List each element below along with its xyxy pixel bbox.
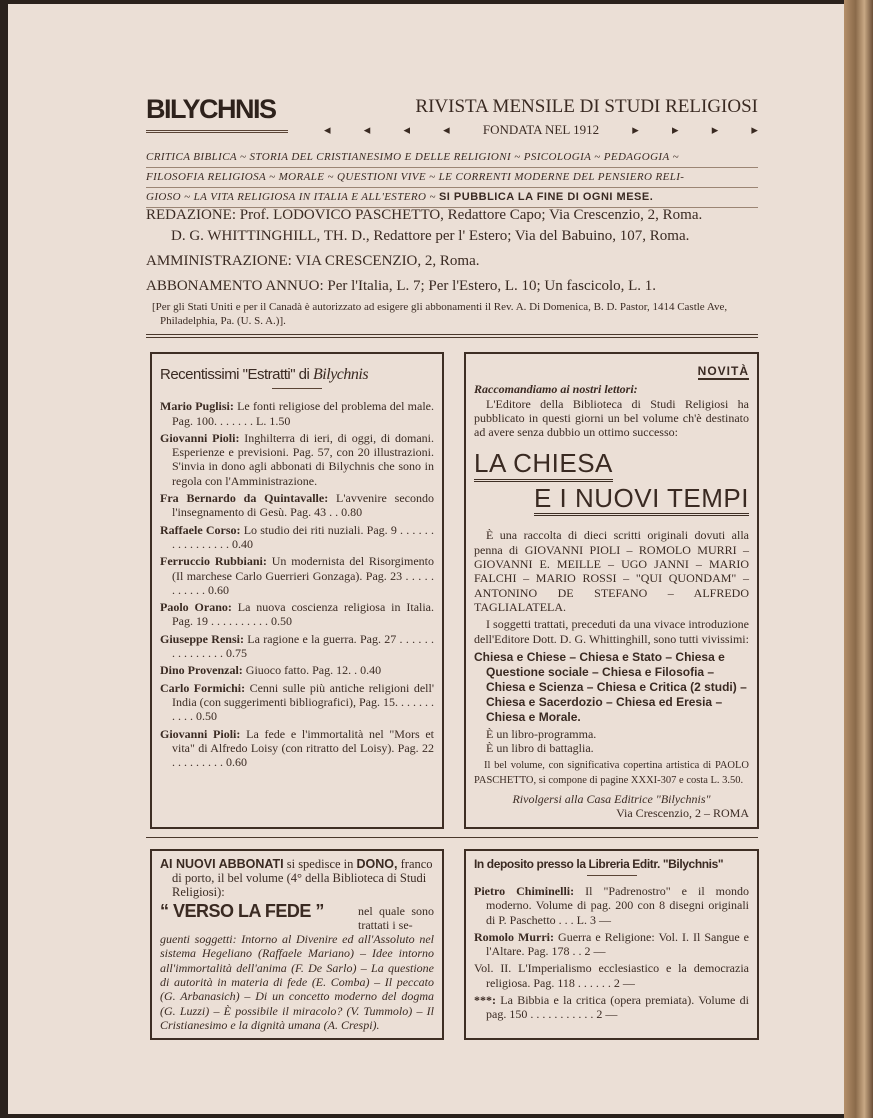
founded-line: ◂ ◂ ◂ ◂ FONDATA NEL 1912 ▸ ▸ ▸ ▸ <box>324 122 758 137</box>
entry-price: 0.60 <box>226 755 247 770</box>
entry-price: 0.50 <box>196 709 217 724</box>
entry-text: Il "Padrenostro" e il mondo moderno. Volume di pag. 200 con 8 disegni originali di P. Paschetto . . . L. <box>486 883 750 927</box>
subtitle: RIVISTA MENSILE DI STUDI RELIGIOSI <box>415 96 758 117</box>
list-item <box>160 491 434 520</box>
brand-rule <box>146 130 288 133</box>
book-title-2: E I NUOVI TEMPI <box>474 482 749 514</box>
entry-author: Pietro Chiminelli: <box>474 883 575 898</box>
novita-address: Via Crescenzio, 2 – ROMA <box>616 806 749 821</box>
entry-price: 0.50 <box>271 614 292 629</box>
entry-author: Ferruccio Rubbiani: <box>160 554 267 569</box>
list-item <box>160 632 434 661</box>
novita-lead: Raccomandiamo ai nostri lettori: <box>474 382 638 397</box>
amministrazione: AMMINISTRAZIONE: VIA CRESCENZIO, 2, Roma. <box>146 253 480 269</box>
entry-text: Giuoco fatto. Pag. 12. . <box>245 663 358 678</box>
masthead <box>146 92 758 202</box>
entry-text: Le fonti religiose del problema del male. Pag. 100. . . . . . . L. <box>172 399 434 428</box>
novita-contact: Rivolgersi alla Casa Editrice "Bilychnis" <box>512 792 711 807</box>
deposito-box <box>464 849 759 1041</box>
entry-author: Mario Puglisi: <box>160 399 234 414</box>
novita-topics: Chiesa e Chiese – Chiesa e Stato – Chiesa e Questione sociale – Chiesa e Filosofia – Chiesa e Scienza – Chiesa e Critica (2 studi) – Chiesa e Sacerdozio – Chiesa ed Eresia – Chiesa e Morale. <box>474 649 747 724</box>
dono-body: guenti soggetti: Intorno al Divenire ed all'Assoluto nel sistema Hegeliano (Raffaele Mariano) – Idee intorno all'immortalità dell'anima (F. De Sarlo) – La questione di autorità in materia di fede (E. Comba) – Il peccato (G. Arbanasich) – Di un concetto moderno del dogma (G. Luzzi) – È possibile il miracolo? (V. Tummolo) – Il Cristianesimo e la dignità umana (A. Crespi). <box>160 932 434 1032</box>
novita-box <box>464 352 759 829</box>
entry-price: 0.40 <box>232 536 253 551</box>
entry-price: 2 — <box>584 944 606 959</box>
novita-line: È un libro-programma. <box>486 726 597 741</box>
entry-text: Inghilterra di ieri, di oggi, di domani. Esperienze e previsioni. Pag. 57, con 20 illustrazioni. S'invia in dono agli abbonati di Bilychnis che sono in regola con l'Amministrazione. <box>172 430 435 488</box>
editorial-info <box>146 205 758 328</box>
entry-text: Un modernista del Risorgimento (Il marchese Carlo Guerrieri Gonzaga). Pag. 23 . . . . . . . . . . . <box>172 554 435 597</box>
founded-text: FONDATA NEL 1912 <box>482 122 600 137</box>
entry-author: Giovanni Pioli: <box>160 430 240 445</box>
ornament <box>272 388 322 389</box>
topics-line: GIOSO ~ LA VITA RELIGIOSA IN ITALIA E ALL'ESTERO ~ SI PUBBLICA LA FINE DI OGNI MESE. <box>146 188 758 208</box>
book-title-1: LA CHIESA <box>474 447 613 482</box>
list-item <box>474 993 749 1022</box>
ornament <box>587 875 637 876</box>
topics-line: CRITICA BIBLICA ~ STORIA DEL CRISTIANESIMO E DELLE RELIGIONI ~ PSICOLOGIA ~ PEDAGOGIA ~ <box>146 148 758 168</box>
list-item <box>160 663 434 677</box>
list-item <box>160 399 434 428</box>
entry-text: Vol. II. L'Imperialismo ecclesiastico e la democrazia religiosa. Pag. 118 . . . . . . <box>474 961 749 990</box>
novita-details: Il bel volume, con significativa copertina artistica di PAOLO PASCHETTO, si compone di pagine XXXI-307 e costa L. 3.50. <box>474 760 749 786</box>
brand-title: BILYCHNIS <box>146 94 276 124</box>
entry-price: 0.60 <box>208 582 229 597</box>
deposito-title: In deposito presso la Libreria Editr. "Bilychnis" <box>474 856 724 871</box>
entry-price: 0.75 <box>226 646 247 661</box>
entry-author: Giuseppe Rensi: <box>160 631 244 646</box>
entry-author: Fra Bernardo da Quintavalle: <box>160 491 329 506</box>
entry-text: La nuova coscienza religiosa in Italia. Pag. 19 . . . . . . . . . . <box>172 600 435 629</box>
entry-author: Paolo Orano: <box>160 600 232 615</box>
topics-line: FILOSOFIA RELIGIOSA ~ MORALE ~ QUESTIONI VIVE ~ LE CORRENTI MODERNE DEL PENSIERO RELI- <box>146 168 758 188</box>
dono-box <box>150 849 444 1041</box>
publish-note: SI PUBBLICA LA FINE DI OGNI MESE. <box>438 191 654 203</box>
list-item <box>474 884 749 927</box>
list-item <box>160 727 434 770</box>
entry-text: L'avvenire secondo l'insegnamento di Gesù. Pag. 43 . . <box>172 491 434 520</box>
entry-author: Romolo Murri: <box>474 929 554 944</box>
dono-side-text: nel quale sono trattati i se- <box>358 903 434 932</box>
page-edge <box>844 0 873 1118</box>
entry-author: ***: <box>474 993 496 1008</box>
page-body <box>146 205 758 1040</box>
entry-text: La Bibbia e la critica (opera premiata). Volume di pag. 150 . . . . . . . . . . . <box>486 993 749 1022</box>
entry-price: 2 — <box>596 1007 618 1022</box>
estratti-title: Recentissimi "Estratti" di Bilychnis <box>160 366 369 383</box>
entry-author: Giovanni Pioli: <box>160 726 241 741</box>
novita-intro: L'Editore della Biblioteca di Studi Religiosi ha pubblicato in questi giorni un bel volume ch'è destinato ad avere senza dubbio un ottimo successo: <box>474 396 749 440</box>
entry-text: Cenni sulle più antiche religioni dell' India (con suggerimenti bibliografici), Pag. 15. . . . . . . . . . . <box>172 680 435 724</box>
novita-subjects: I soggetti trattati, preceduti da una vivace introduzione dell'Editore Dott. D. G. Whittinghill, sono tutti vivissimi: <box>474 617 749 646</box>
topics <box>146 148 758 208</box>
entry-price: 1.50 <box>269 413 291 428</box>
list-item <box>160 431 434 488</box>
divider <box>146 837 758 840</box>
entry-text: Lo studio dei riti nuziali. Pag. 9 . . . . . . . . . . . . . . . . <box>172 522 435 551</box>
dono-book-title: “ VERSO LA FEDE ” <box>160 900 324 921</box>
entry-price: 0.80 <box>341 505 363 520</box>
list-item <box>160 600 434 629</box>
entry-author: Carlo Formichi: <box>160 680 246 695</box>
entry-text: Guerra e Religione: Vol. I. Il Sangue e l'Altare. Pag. 178 . . <box>486 929 750 959</box>
list-item <box>160 681 434 724</box>
abbonamento-note: [Per gli Stati Uniti e per il Canadà è autorizzato ad esigere gli abbonamenti il Rev. A. Di Domenica, B. D. Pastor, 1414 Castle Ave, Philadelphia, Pa. (U. S. A.)]. <box>152 301 728 327</box>
list-item <box>160 523 434 552</box>
novita-line: È un libro di battaglia. <box>486 741 594 756</box>
entry-price: 3 — <box>590 912 611 927</box>
dono-lead: AI NUOVI ABBONATI si spedisce in DONO, franco di porto, il bel volume (4° della Biblioteca di Studi Religiosi): <box>160 856 433 900</box>
estratti-box <box>150 352 444 829</box>
novita-badge: NOVITÀ <box>697 364 749 378</box>
list-item <box>160 554 434 597</box>
entry-price: 0.40 <box>360 663 382 678</box>
list-item <box>474 961 749 990</box>
boxes-grid <box>150 352 759 1040</box>
divider <box>146 334 758 338</box>
novita-authors: È una raccolta di dieci scritti originali dovuti alla penna di GIOVANNI PIOLI – ROMOLO MURRI – GIOVANNI E. MEILLE – UGO JANNI – MARIO FALCHI – MARIO ROSSI – "QUI QUONDAM" – ANTONINO DE STEFANO – ALFREDO TAGLIALATELA. <box>474 528 749 614</box>
redazione: REDAZIONE: Prof. LODOVICO PASCHETTO, Redattore Capo; Via Crescenzio, 2, Roma. <box>146 207 703 223</box>
abbonamento: ABBONAMENTO ANNUO: Per l'Italia, L. 7; Per l'Estero, L. 10; Un fascicolo, L. 1. <box>146 278 657 294</box>
entry-text: La ragione e la guerra. Pag. 27 . . . . . . . . . . . . . . . <box>172 631 434 661</box>
redazione-estero: D. G. WHITTINGHILL, TH. D., Redattore per l' Estero; Via del Babuino, 107, Roma. <box>171 228 690 244</box>
entry-author: Dino Provenzal: <box>160 663 243 678</box>
list-item <box>474 930 749 959</box>
entry-author: Raffaele Corso: <box>160 522 241 537</box>
entry-price: 2 — <box>613 975 635 990</box>
entry-text: La fede e l'immortalità nel "Mors et vita" di Alfredo Loisy (con ritratto del Loisy). Pag. 22 . . . . . . . . . <box>172 726 435 770</box>
